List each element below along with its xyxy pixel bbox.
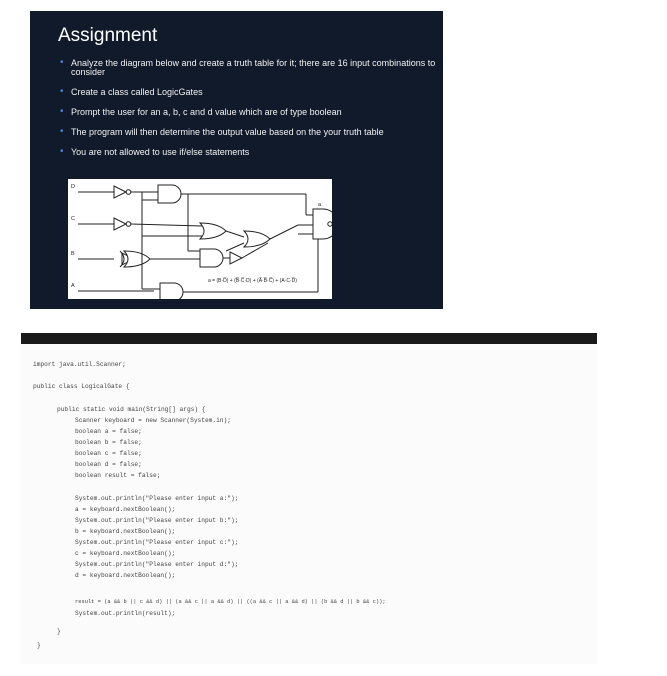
bullet-icon: • [60,86,64,97]
code-line: System.out.println("Please enter input a:"); [75,495,239,502]
circuit-svg [68,179,332,299]
code-line: public static void main(String[] args) { [57,406,206,413]
code-line: System.out.println(result); [75,610,176,617]
bullet-text: The program will then determine the output value based on the your truth table [71,127,384,137]
code-line: boolean d = false; [75,461,142,468]
code-line: System.out.println("Please enter input d:"); [75,561,239,568]
bullet-item [58,148,438,157]
code-line: System.out.println("Please enter input b:"); [75,517,239,524]
bullet-icon: • [60,146,64,157]
logic-circuit-diagram [68,179,332,299]
slide-title: Assignment [58,25,158,46]
bullet-icon: • [60,106,64,117]
input-label-d: D [71,184,75,190]
code-line: b = keyboard.nextBoolean(); [75,528,176,535]
code-line: Scanner keyboard = new Scanner(System.in); [75,417,231,424]
bullet-icon: • [60,57,64,68]
bullet-item [58,108,438,117]
code-line: d = keyboard.nextBoolean(); [75,572,176,579]
bullet-text: Analyze the diagram below and create a truth table for it; there are 16 input combinations to consider [71,58,436,77]
bullet-text: You are not allowed to use if/else statements [71,147,250,157]
code-line: System.out.println("Please enter input c:"); [75,539,239,546]
code-line: } [37,642,41,649]
code-window-bar [21,333,597,344]
input-label-a: A [71,283,75,289]
code-line: a = keyboard.nextBoolean(); [75,506,176,513]
code-editor [21,344,597,664]
code-line: } [57,628,61,635]
code-line: import java.util.Scanner; [33,361,126,368]
assignment-slide [30,11,443,309]
code-line: boolean b = false; [75,439,142,446]
output-label: a [318,202,322,208]
bullet-text: Create a class called LogicGates [71,87,203,97]
bullet-item [58,88,438,97]
bullet-item [58,59,438,77]
code-line: c = keyboard.nextBoolean(); [75,550,176,557]
circuit-formula: a = (B·D̅) + (B̅·C̅·D) + (A̅·B̅·C̅) + (A·C·D̅) [208,278,297,284]
bullet-list [58,59,438,168]
code-line: result = (a && b || c && d) || (a && c || a && d) || ((a && c || a && d) || (b && d || b && c)); [75,599,386,605]
code-line: public class LogicalGate { [33,383,130,390]
code-line: boolean result = false; [75,472,161,479]
bullet-icon: • [60,126,64,137]
input-label-b: B [71,251,75,257]
code-line: boolean c = false; [75,450,142,457]
code-line: boolean a = false; [75,428,142,435]
bullet-item [58,128,438,137]
bullet-text: Prompt the user for an a, b, c and d value which are of type boolean [71,107,342,117]
input-label-c: C [71,216,75,222]
code-screenshot [21,333,597,664]
